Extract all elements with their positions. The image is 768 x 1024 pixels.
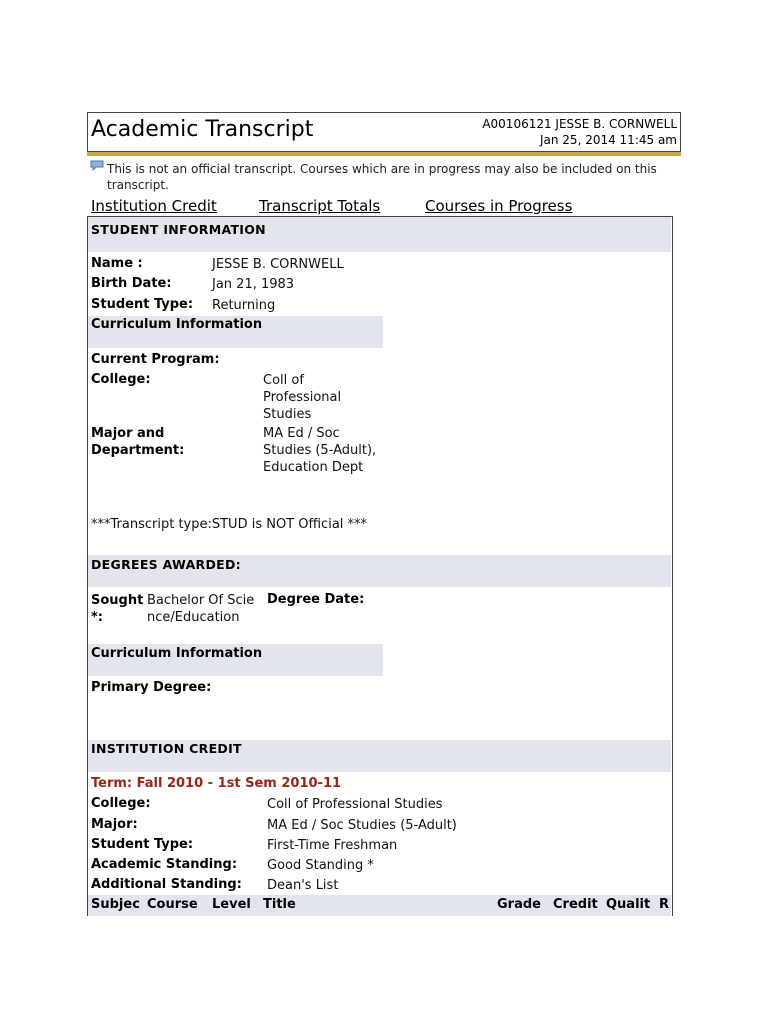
term-college-value: Coll of Professional Studies — [267, 797, 443, 812]
nav-institution-credit[interactable]: Institution Credit — [91, 197, 217, 215]
timestamp: Jan 25, 2014 11:45 am — [539, 133, 677, 147]
curriculum-heading: Curriculum Information — [91, 317, 263, 332]
term-major-value: MA Ed / Soc Studies (5-Adult) — [267, 818, 457, 833]
name-label: Name : — [91, 256, 143, 271]
degrees-heading: DEGREES AWARDED: — [91, 557, 241, 572]
col-level: Level — [212, 897, 251, 912]
col-r: R — [659, 897, 670, 912]
term-student-type-label: Student Type: — [91, 837, 194, 852]
term-major-label: Major: — [91, 817, 138, 832]
col-course: Course — [147, 897, 198, 912]
major-dept-value: MA Ed / Soc Studies (5-Adult), Education Dept — [263, 426, 377, 475]
col-title: Title — [263, 897, 296, 912]
col-subject: Subjec — [91, 897, 140, 912]
info-icon — [90, 160, 104, 171]
degree-curriculum-heading: Curriculum Information — [91, 646, 263, 661]
col-quality: Qualit — [606, 897, 651, 912]
college-value: Coll of Professional Studies — [263, 373, 342, 422]
name-value: JESSE B. CORNWELL — [212, 257, 344, 272]
header-divider — [87, 152, 681, 156]
sought-value: Bachelor Of Science/Education — [147, 593, 255, 625]
nav-transcript-totals[interactable]: Transcript Totals — [259, 197, 381, 215]
academic-standing-value: Good Standing * — [267, 858, 374, 873]
birth-date-value: Jan 21, 1983 — [212, 277, 295, 292]
sought-label: Sought *: — [91, 593, 144, 625]
col-grade: Grade — [497, 897, 541, 912]
institution-credit-heading: INSTITUTION CREDIT — [91, 741, 242, 756]
term-heading: Term: Fall 2010 - 1st Sem 2010-11 — [91, 776, 342, 791]
degree-date-label: Degree Date: — [267, 592, 365, 607]
notice-text: This is not an official transcript. Courses which are in progress may also be included on this transcript. — [107, 162, 657, 192]
student-info-heading: STUDENT INFORMATION — [91, 222, 266, 237]
college-label: College: — [91, 372, 151, 387]
student-type-value: Returning — [212, 298, 276, 313]
additional-standing-value: Dean's List — [267, 878, 339, 893]
academic-standing-label: Academic Standing: — [91, 857, 238, 872]
additional-standing-label: Additional Standing: — [91, 877, 242, 892]
student-type-label: Student Type: — [91, 297, 194, 312]
birth-date-label: Birth Date: — [91, 276, 172, 291]
major-dept-label: Major and Department: — [91, 426, 185, 458]
nav-courses-in-progress[interactable]: Courses in Progress — [425, 197, 573, 215]
primary-degree-label: Primary Degree: — [91, 680, 212, 695]
term-student-type-value: First-Time Freshman — [267, 838, 398, 853]
term-college-label: College: — [91, 796, 151, 811]
col-credit: Credit — [553, 897, 598, 912]
current-program-label: Current Program: — [91, 352, 220, 367]
student-id-line: A00106121 JESSE B. CORNWELL — [482, 117, 677, 131]
page-title: Academic Transcript — [91, 117, 314, 142]
transcript-type-note: ***Transcript type:STUD is NOT Official *** — [91, 517, 368, 532]
